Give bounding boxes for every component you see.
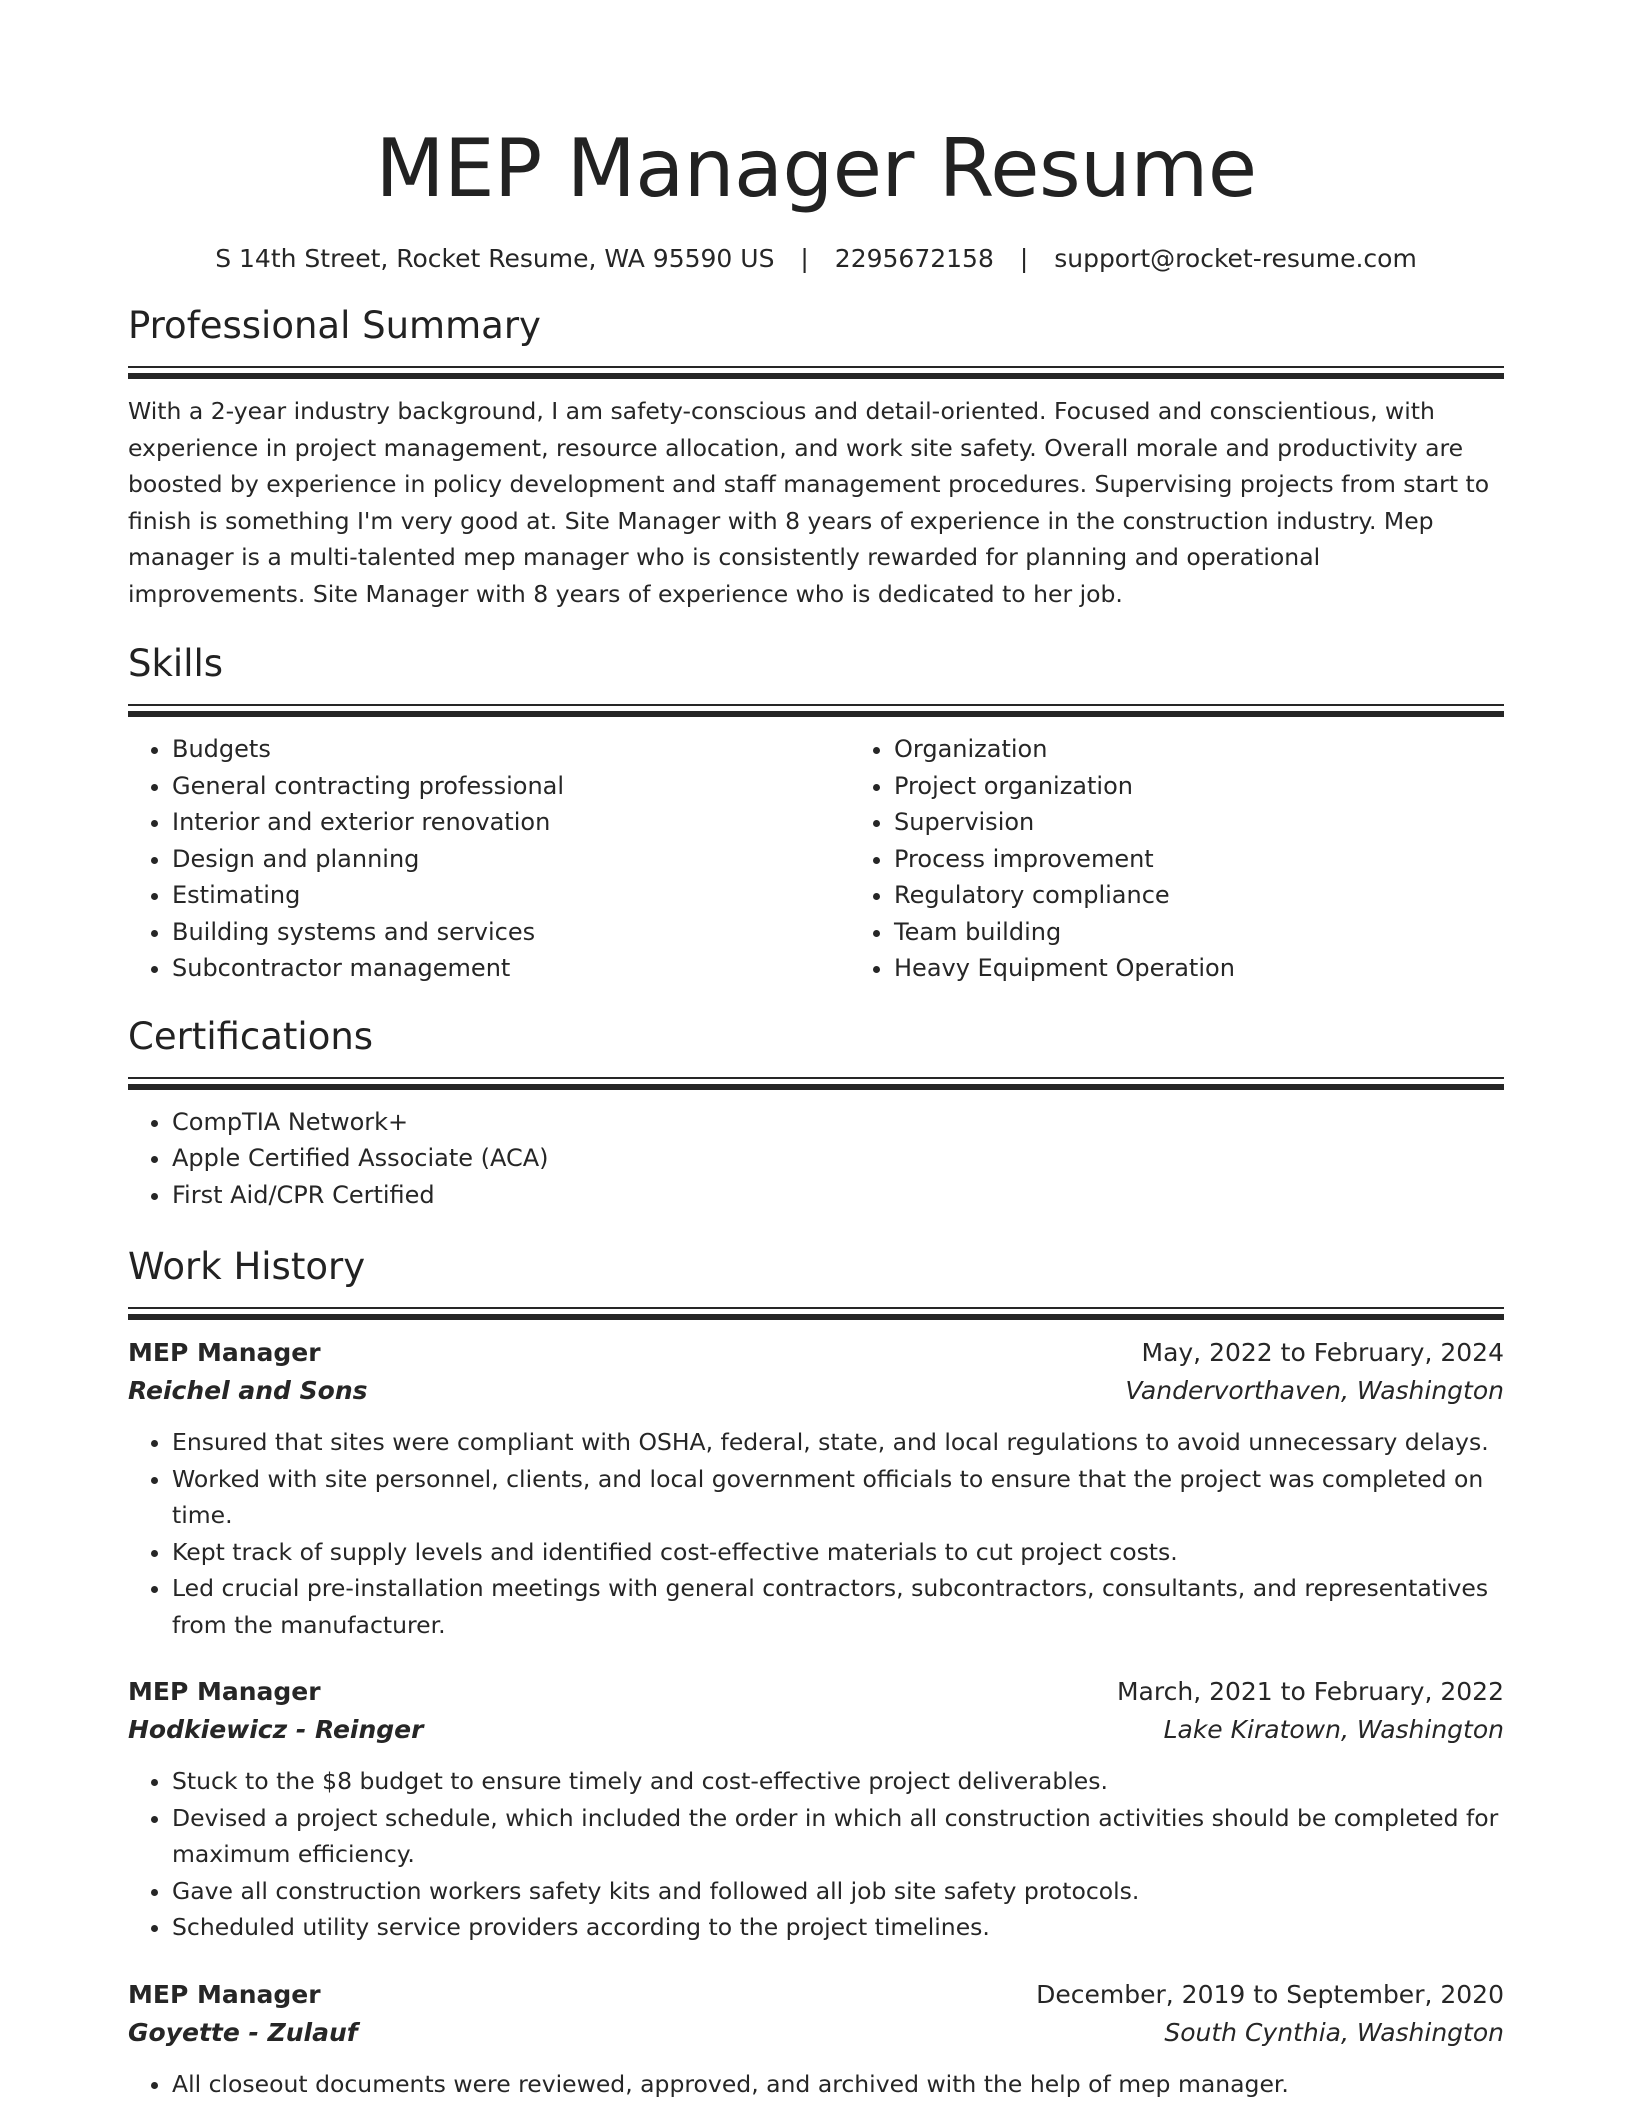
job-subheader xyxy=(128,2014,1504,2052)
job-header xyxy=(128,1334,1504,1372)
section-divider xyxy=(128,1077,1504,1090)
job-bullet: • Kept track of supply levels and identified cost-effective materials to cut project costs. xyxy=(172,1534,1504,1571)
contact-address: S 14th Street, Rocket Resume, WA 95590 US xyxy=(215,244,775,273)
contact-email: support@rocket-resume.com xyxy=(1054,244,1417,273)
contact-line xyxy=(128,242,1504,276)
job-entry xyxy=(128,1976,1504,2103)
job-company: Goyette - Zulauf xyxy=(128,2017,358,2047)
certification-item: • First Aid/CPR Certified xyxy=(172,1177,1504,1214)
certification-item: • Apple Certified Associate (ACA) xyxy=(172,1140,1504,1177)
skills-list-right xyxy=(850,731,1572,987)
skill-item: • Supervision xyxy=(894,804,1572,841)
job-location: South Cynthia, Washington xyxy=(1164,2017,1504,2047)
job-bullet: • Worked with site personnel, clients, and local government officials to ensure that the project was completed on time. xyxy=(172,1461,1504,1534)
section-title-summary: Professional Summary xyxy=(128,304,541,347)
section-divider xyxy=(128,366,1504,379)
skill-item: • Budgets xyxy=(172,731,850,768)
job-header xyxy=(128,1976,1504,2014)
job-bullet: • Led crucial pre-installation meetings with general contractors, subcontractors, consultants, and representatives from the manufacturer. xyxy=(172,1570,1504,1643)
skills-list-left xyxy=(128,731,850,987)
section-divider xyxy=(128,704,1504,717)
job-dates: May, 2022 to February, 2024 xyxy=(1141,1338,1504,1367)
job-title: MEP Manager xyxy=(128,1979,321,2009)
resume-page xyxy=(128,0,1504,2102)
job-bullets xyxy=(128,2066,1504,2103)
summary-text: With a 2-year industry background, I am safety-conscious and detail-oriented. Focused and conscientious, with experience in project management, resource allocation, and work site safety. Overall morale and productivity are boosted by experience in policy development and staff management procedures. Supervising projects from start to finish is something I'm very good at. Site Manager with 8 years of experience in the construction industry. Mep manager is a multi-talented mep manager who is consistently rewarded for planning and operational improvements. Site Manager with 8 years of experience who is dedicated to her job. xyxy=(128,397,1490,608)
section-title-skills: Skills xyxy=(128,642,224,685)
skill-item: • Design and planning xyxy=(172,841,850,878)
skills-section xyxy=(128,640,1504,987)
section-title-certifications: Certifications xyxy=(128,1014,374,1058)
job-title: MEP Manager xyxy=(128,1677,321,1706)
job-bullets xyxy=(128,1763,1504,1946)
job-subheader xyxy=(128,1372,1504,1410)
job-bullets xyxy=(128,1424,1504,1643)
summary-section xyxy=(128,302,1504,612)
job-location: Vandervorthaven, Washington xyxy=(1125,1376,1504,1405)
skill-item: • Subcontractor management xyxy=(172,950,850,987)
section-divider xyxy=(128,1307,1504,1320)
skill-item: • Team building xyxy=(894,914,1572,951)
certifications-section xyxy=(128,1013,1504,1214)
job-dates: December, 2019 to September, 2020 xyxy=(1036,1979,1504,2009)
skill-item: • Organization xyxy=(894,731,1572,768)
job-entry xyxy=(128,1673,1504,1946)
job-location: Lake Kiratown, Washington xyxy=(1163,1715,1504,1744)
skill-item: • Regulatory compliance xyxy=(894,877,1572,914)
certification-item: • CompTIA Network+ xyxy=(172,1104,1504,1141)
job-subheader xyxy=(128,1711,1504,1749)
job-bullet: • Ensured that sites were compliant with OSHA, federal, state, and local regulations to avoid unnecessary delays. xyxy=(172,1424,1504,1461)
skill-item: • Estimating xyxy=(172,877,850,914)
skill-item: • Building systems and services xyxy=(172,914,850,951)
skill-item: • Process improvement xyxy=(894,841,1572,878)
job-bullet: • Gave all construction workers safety kits and followed all job site safety protocols. xyxy=(172,1873,1504,1910)
job-header xyxy=(128,1673,1504,1711)
section-title-work-history: Work History xyxy=(128,1245,366,1288)
skill-item: • Project organization xyxy=(894,768,1572,805)
certifications-list xyxy=(128,1104,1504,1214)
skill-item: • Heavy Equipment Operation xyxy=(894,950,1572,987)
job-title: MEP Manager xyxy=(128,1338,321,1367)
skills-columns xyxy=(128,717,1504,987)
job-dates: March, 2021 to February, 2022 xyxy=(1116,1677,1504,1706)
job-company: Hodkiewicz - Reinger xyxy=(128,1715,424,1744)
contact-separator: | xyxy=(1019,244,1029,273)
job-bullet: • All closeout documents were reviewed, approved, and archived with the help of mep manager. xyxy=(172,2066,1504,2103)
contact-separator: | xyxy=(800,244,809,273)
skill-item: • Interior and exterior renovation xyxy=(172,804,850,841)
job-company: Reichel and Sons xyxy=(128,1376,368,1405)
contact-phone: 2295672158 xyxy=(834,244,994,273)
skill-item: • General contracting professional xyxy=(172,768,850,805)
job-bullet: • Scheduled utility service providers according to the project timelines. xyxy=(172,1909,1504,1946)
resume-title: MEP Manager Resume xyxy=(375,122,1257,215)
work-history-section xyxy=(128,1243,1504,2102)
job-entry xyxy=(128,1334,1504,1643)
job-bullet: • Devised a project schedule, which included the order in which all construction activities should be completed for maximum efficiency. xyxy=(172,1800,1504,1873)
job-bullet: • Stuck to the $8 budget to ensure timely and cost-effective project deliverables. xyxy=(172,1763,1504,1800)
